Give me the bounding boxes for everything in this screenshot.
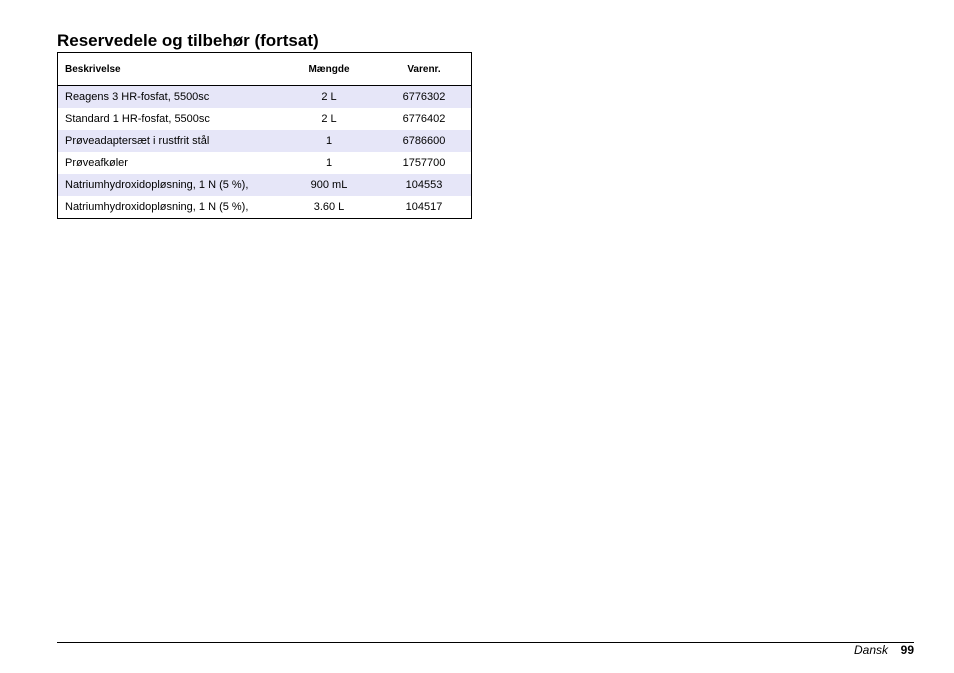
cell-item-no: 104553 [377,174,472,196]
header-item-no: Varenr. [377,53,472,86]
cell-item-no: 6776402 [377,108,472,130]
table-row [58,196,472,219]
cell-description: Natriumhydroxidopløsning, 1 N (5 %), [58,196,282,219]
cell-quantity: 2 L [281,86,377,109]
parts-table [57,52,472,219]
footer-rule [57,642,914,643]
cell-item-no: 104517 [377,196,472,219]
header-description: Beskrivelse [58,53,282,86]
cell-quantity: 1 [281,130,377,152]
table-row [58,130,472,152]
cell-description: Prøveadaptersæt i rustfrit stål [58,130,282,152]
table-row [58,108,472,130]
cell-description: Standard 1 HR-fosfat, 5500sc [58,108,282,130]
cell-description: Natriumhydroxidopløsning, 1 N (5 %), [58,174,282,196]
table-row [58,152,472,174]
table-row [58,174,472,196]
cell-quantity: 3.60 L [281,196,377,219]
page-number: 99 [900,643,914,657]
page-title: Reservedele og tilbehør (fortsat) [57,31,319,50]
header-quantity: Mængde [281,53,377,86]
cell-description: Prøveafkøler [58,152,282,174]
cell-description: Reagens 3 HR-fosfat, 5500sc [58,86,282,109]
footer-language: Dansk [853,643,888,657]
cell-item-no: 6786600 [377,130,472,152]
table-header-row [58,53,472,86]
cell-item-no: 1757700 [377,152,472,174]
cell-item-no: 6776302 [377,86,472,109]
cell-quantity: 2 L [281,108,377,130]
table-row [58,86,472,109]
cell-quantity: 900 mL [281,174,377,196]
cell-quantity: 1 [281,152,377,174]
